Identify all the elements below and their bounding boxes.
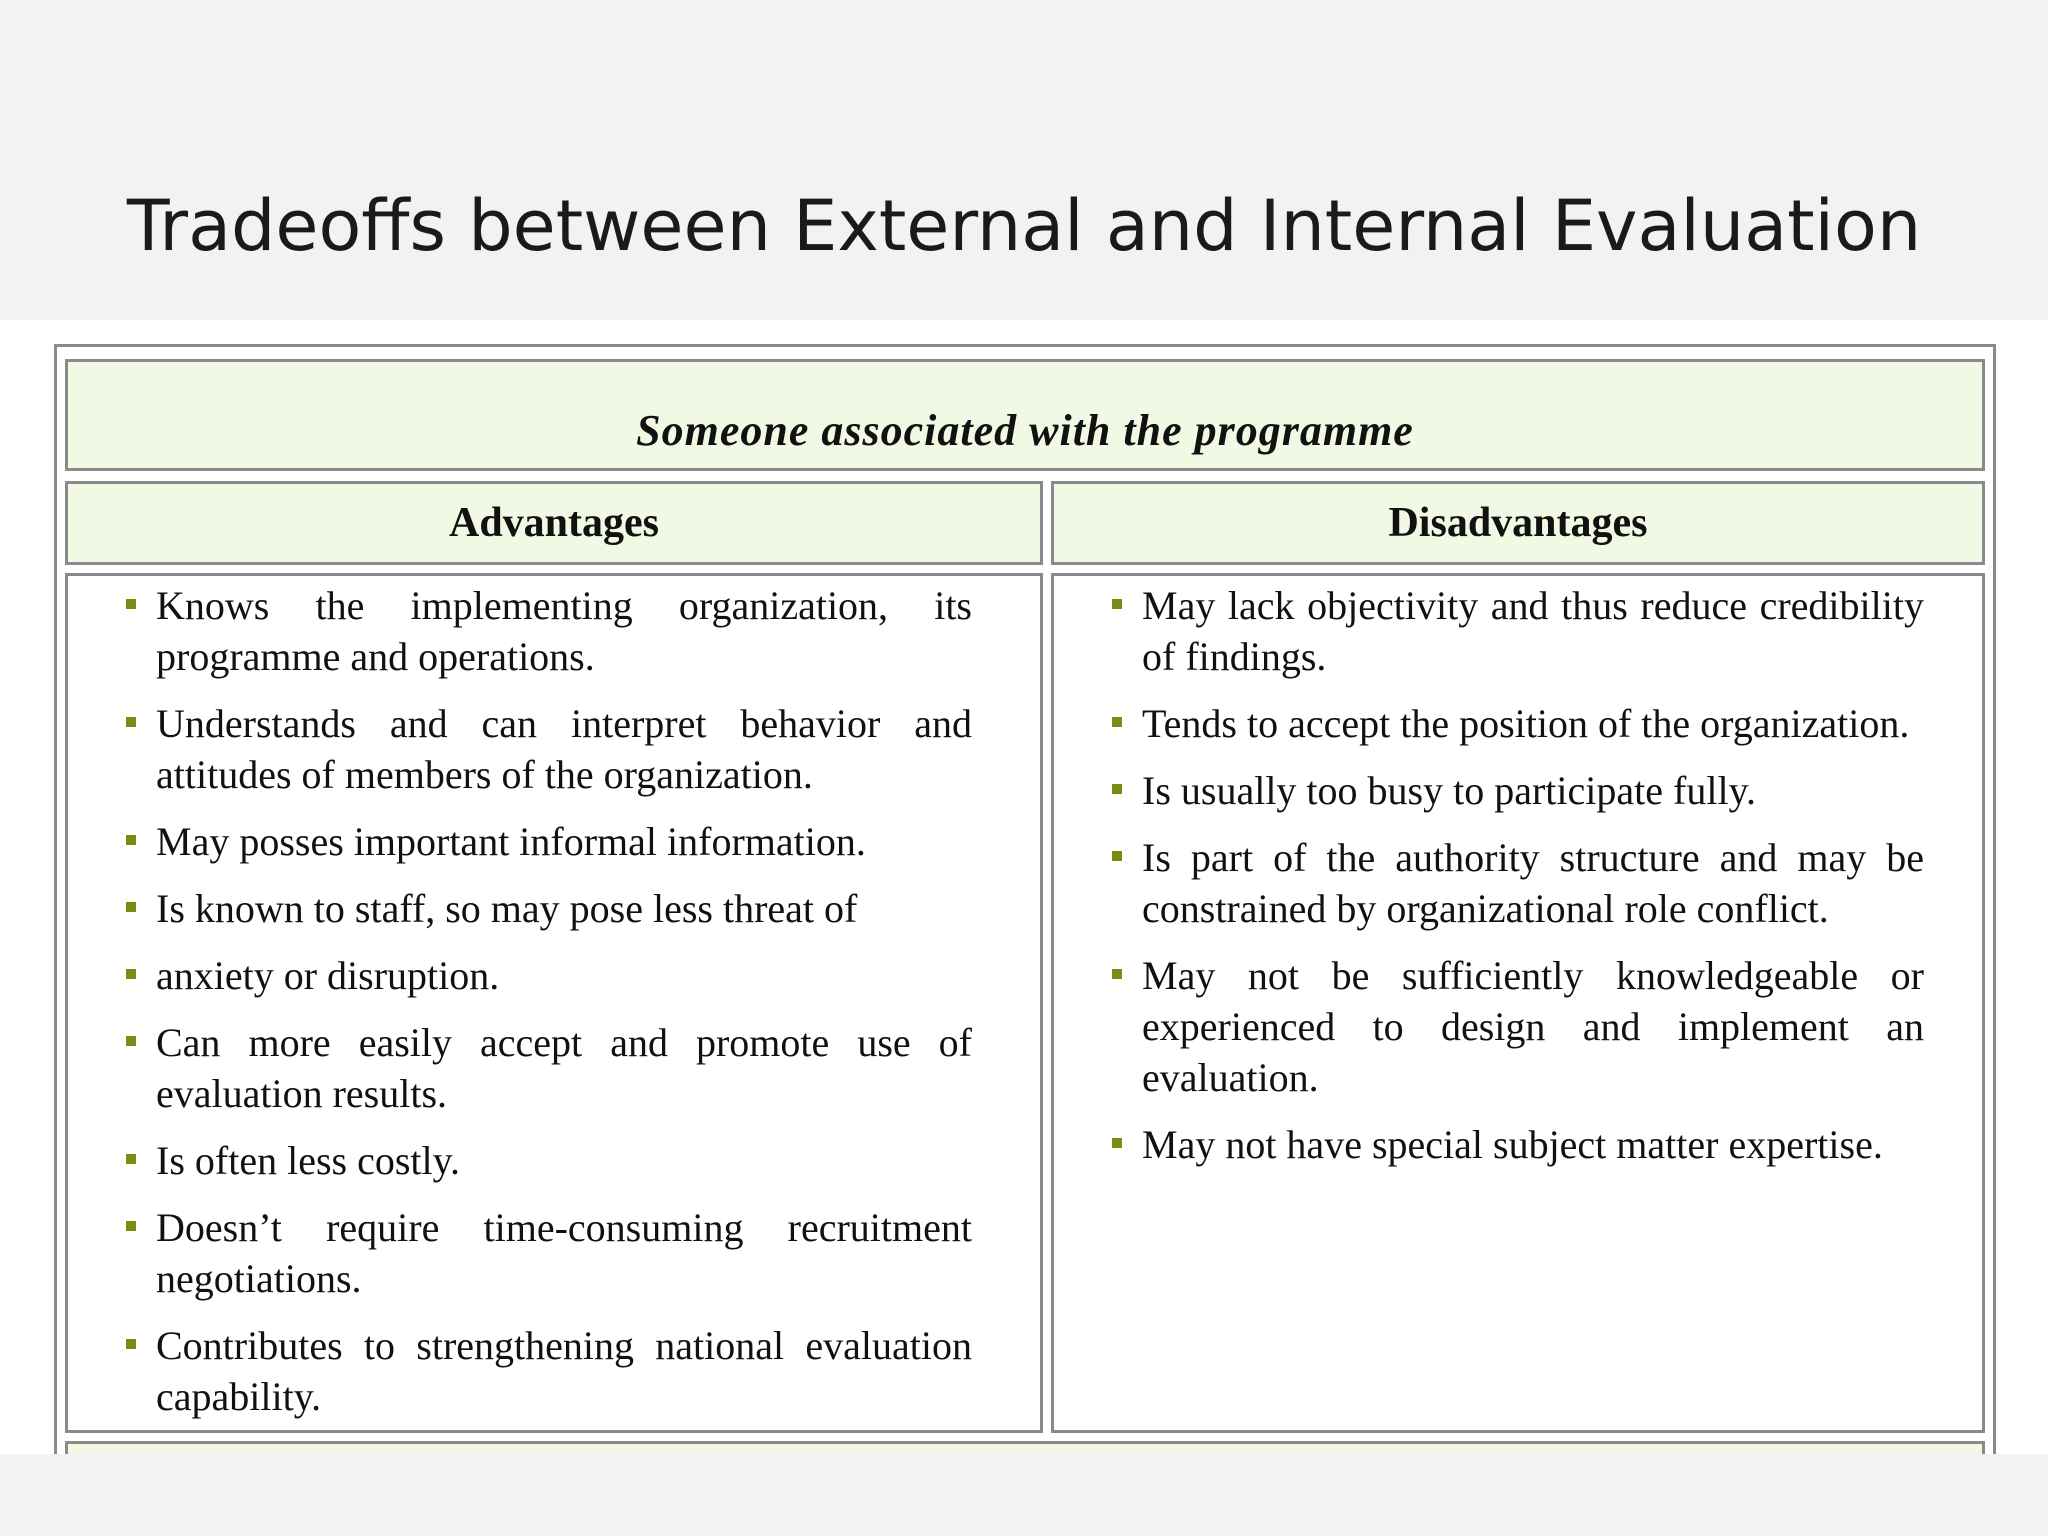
bullet-square-icon <box>1112 599 1122 609</box>
list-item <box>126 1135 972 1186</box>
table-header-cell <box>65 359 1985 471</box>
list-item <box>126 816 972 867</box>
bullet-square-icon <box>126 969 136 979</box>
comparison-table <box>54 344 1996 1474</box>
list-item-text: May not have special subject matter expertise. <box>1142 1122 1883 1167</box>
advantages-column <box>65 573 1043 1433</box>
list-item <box>1112 580 1924 682</box>
list-item-text: Tends to accept the position of the organization. <box>1142 701 1910 746</box>
list-item-text: Is often less costly. <box>156 1138 461 1183</box>
bullet-square-icon <box>1112 784 1122 794</box>
list-item-text: Is part of the authority structure and may be constrained by organizational role conflict. <box>1142 835 1924 931</box>
table-header: Someone associated with the programme <box>636 405 1414 455</box>
bullet-square-icon <box>1112 717 1122 727</box>
bullet-square-icon <box>126 1339 136 1349</box>
bullet-square-icon <box>1112 969 1122 979</box>
list-item-text: May not be sufficiently knowledgeable or experienced to design and implement an evaluation. <box>1142 953 1924 1100</box>
bullet-square-icon <box>126 1221 136 1231</box>
disadvantages-heading: Disadvantages <box>1051 481 1985 565</box>
list-item <box>126 1202 972 1304</box>
advantages-list <box>126 580 972 1438</box>
list-item-text: May posses important informal information. <box>156 819 866 864</box>
bullet-square-icon <box>126 902 136 912</box>
list-item <box>1112 1119 1924 1170</box>
list-item <box>126 698 972 800</box>
list-item-text: Doesn’t require time-consuming recruitment negotiations. <box>156 1205 972 1301</box>
bullet-square-icon <box>1112 851 1122 861</box>
list-item <box>126 1320 972 1422</box>
list-item-text: Can more easily accept and promote use of evaluation results. <box>156 1020 972 1116</box>
bullet-square-icon <box>126 835 136 845</box>
list-item-text: Contributes to strengthening national evaluation capability. <box>156 1323 972 1419</box>
bullet-square-icon <box>126 599 136 609</box>
slide-bottom-margin <box>0 1454 2048 1536</box>
disadvantages-column <box>1051 573 1985 1433</box>
list-item <box>126 950 972 1001</box>
list-item <box>126 1017 972 1119</box>
list-item <box>126 883 972 934</box>
list-item-text: Knows the implementing organization, its programme and operations. <box>156 583 972 679</box>
disadvantages-list <box>1112 580 1924 1186</box>
list-item-text: May lack objectivity and thus reduce credibility of findings. <box>1142 583 1924 679</box>
bullet-square-icon <box>1112 1138 1122 1148</box>
list-item-text: Is known to staff, so may pose less threat of <box>156 886 858 931</box>
slide-title: Tradeoffs between External and Internal Evaluation <box>126 185 1922 267</box>
list-item <box>1112 832 1924 934</box>
list-item-text: Understands and can interpret behavior and attitudes of members of the organization. <box>156 701 972 797</box>
list-item <box>1112 765 1924 816</box>
list-item-text: Is usually too busy to participate fully. <box>1142 768 1756 813</box>
list-item <box>126 580 972 682</box>
bullet-square-icon <box>126 1036 136 1046</box>
bullet-square-icon <box>126 717 136 727</box>
list-item <box>1112 950 1924 1103</box>
bullet-square-icon <box>126 1154 136 1164</box>
advantages-heading: Advantages <box>65 481 1043 565</box>
list-item-text: anxiety or disruption. <box>156 953 500 998</box>
list-item <box>1112 698 1924 749</box>
